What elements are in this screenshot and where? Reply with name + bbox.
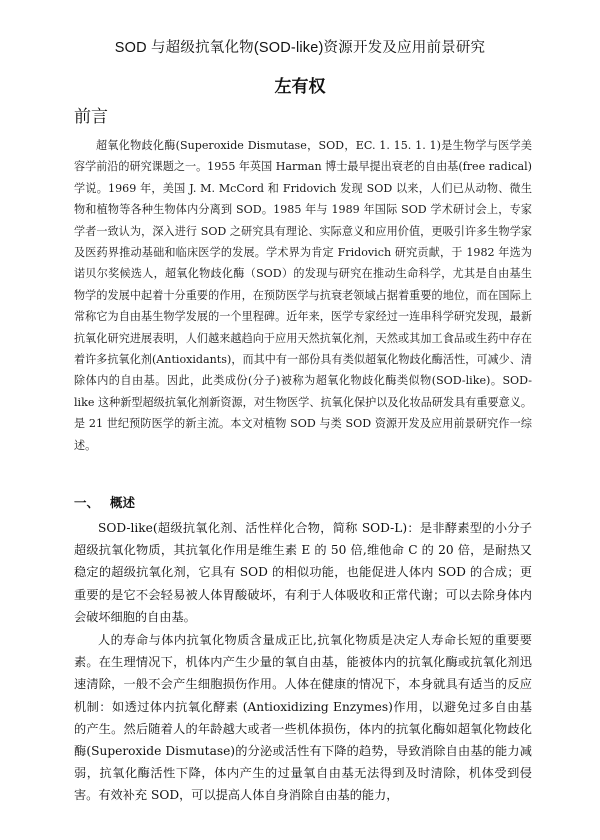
section-number: 一、 bbox=[74, 495, 100, 510]
author-name: 左有权 bbox=[274, 77, 326, 97]
section-title: 概述 bbox=[110, 495, 136, 510]
overview-paragraph-1: SOD-like(超级抗氧化剂、活性样化合物，简称 SOD-L)：是非酵素型的小分子超级抗氧化物质，其抗氧化作用是维生素 E 的 50 倍,维他命 C 的 20 倍，是耐热又稳定的超级抗氧化剂，它具有 SOD 的相似功能，也能促进人体内 SOD 的合成；更重要的是它不会轻易被人体胃酸破坏，有利于人体吸收和正常代谢；可以去除身体内会破坏细胞的自由基。 bbox=[74, 521, 532, 624]
section-heading-overview bbox=[74, 493, 135, 511]
preface-paragraph: 超氧化物歧化酶(Superoxide Dismutase，SOD，EC. 1. 15. 1. 1)是生物学与医学美容学前沿的研究课题之一。1955 年英国 Harman 博士最早提出衰老的自由基(free radical)学说。1969 年，美国 J. M. McCord 和 Fridovich 发现 SOD 以来，人们已从动物、微生物和植物等各种生物体内分离到 SOD。1985 年与 1989 年国际 SOD 学术研讨会上，专家学者一致认为，深入进行 SOD 之研究具有理论、实际意义和应用价值，更吸引许多生物学家及医药界推动基础和临床医学的发展。学术界为肯定 Fridovich 研究贡献，于 1982 年选为诺贝尔奖候选人，超氧化物歧化酶（SOD）的发现与研究在推动生命科学，尤其是自由基生物学的发展中起着十分重要的作用，在预防医学与抗衰老领域占据着重要的地位，而在国际上常称它为自由基生物学发展的一个里程碑。近年来，医学专家经过一连串科学研究发现，最新抗氧化研究进展表明，人们越来越趋向于应用天然抗氧化剂，天然或其加工食品或生药中存在着许多抗氧化剂(Antioxidants)，而其中有一部份具有类似超氧化物歧化酶活性，可减少、清除体内的自由基。因此，此类成份(分子)被称为超氧化物歧化酶类似物(SOD-like)。SOD-like 这种新型超级抗氧化剂新资源，对生物医学、抗氧化保护以及化妆品研发具有重要意义。是 21 世纪预防医学的新主流。本文对植物 SOD 与类 SOD 资源开发及应用前景研究作一综述。 bbox=[74, 139, 532, 452]
preface-heading: 前言 bbox=[74, 107, 108, 127]
overview-paragraph-2: 人的寿命与体内抗氧化物质含量成正比,抗氧化物质是决定人寿命长短的重要要素。在生理情况下，机体内产生少量的氧自由基，能被体内的抗氧化酶或抗氧化剂迅速清除，一般不会产生细胞损伤作用。人体在健康的情况下，本身就具有适当的反应机制：如透过体内抗氧化酵素 (Antioxidizing Enzymes)作用，以避免过多自由基的产生。然后随着人的年龄越大或者一些机体损伤，体内的抗氧化酶如超氧化物歧化酶(Superoxide Dismutase)的分泌或活性有下降的趋势，导致消除自由基的能力减弱，抗氧化酶活性下降，体内产生的过量氧自由基无法得到及时清除，机体受到侵害。有效补充 SOD，可以提高人体自身消除自由基的能力， bbox=[74, 633, 532, 803]
document-title: SOD 与超级抗氧化物(SOD-like)资源开发及应用前景研究 bbox=[114, 40, 486, 56]
